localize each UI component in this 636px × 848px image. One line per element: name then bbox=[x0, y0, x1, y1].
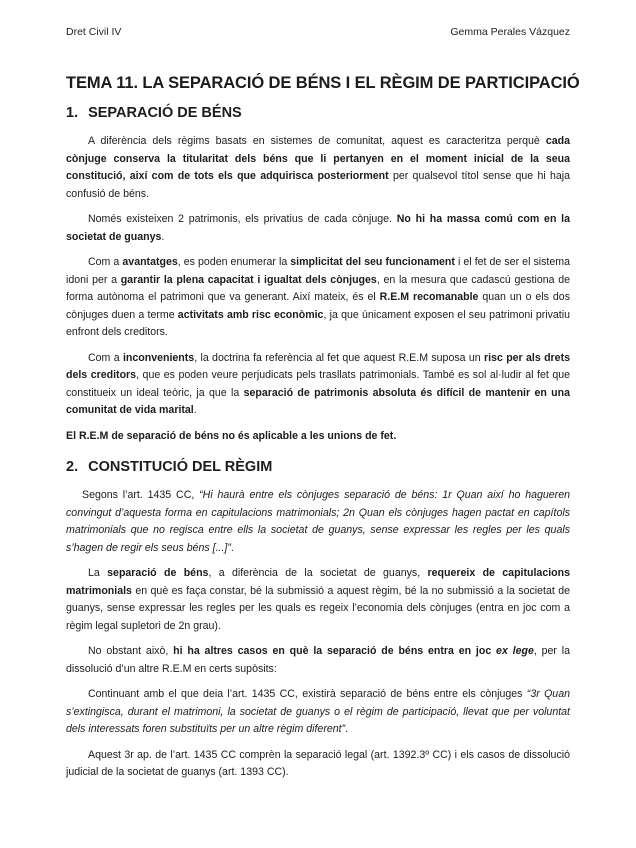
text-run: quan un o els dos cònjuges duen a terme bbox=[66, 291, 570, 321]
section-1-title: SEPARACIÓ DE BÉNS bbox=[88, 105, 242, 121]
section-2-title: CONSTITUCIÓ DEL RÈGIM bbox=[88, 459, 273, 475]
italic-text-run: “Hi haurà entre els cònjuges separació de béns: 1r Quan així ho hagueren convingut d’aquesta forma en capitulacions matrimonials; 2n Quan els cònjuges hagen pactat en capítols matrimonials que no regisca entre ells la societat de guanys, sense expressar les regles per les quals s’hagen de regir els seus béns [...]” bbox=[66, 489, 570, 554]
text-run: , en la mesura que cadascú gestiona de forma autònoma el patrimoni que va generant. Així mateix, és el bbox=[66, 273, 570, 303]
bold-text-run bbox=[496, 645, 534, 657]
header-author: Gemma Perales Vázquez bbox=[450, 26, 570, 38]
section-2-heading bbox=[66, 459, 570, 475]
bold-text-run: garantir la plena capacitat i igualtat dels cònjuges bbox=[120, 273, 377, 286]
bold-text-run: inconvenients bbox=[122, 351, 195, 364]
text-run: . bbox=[230, 541, 234, 554]
text-run: i el fet de ser el sistema idoni per a bbox=[66, 256, 570, 286]
paragraph bbox=[66, 487, 570, 557]
document-title: TEMA 11. LA SEPARACIÓ DE BÉNS I EL RÈGIM DE PARTICIPACIÓ bbox=[66, 74, 580, 92]
text-run: , ja que únicament exposen el seu patrimoni privatiu enfront dels creditors. bbox=[66, 308, 570, 338]
text-run: . bbox=[345, 723, 349, 735]
text-run: . bbox=[161, 230, 165, 243]
bold-text-run: simplicitat del seu funcionament bbox=[290, 256, 455, 268]
paragraph bbox=[66, 211, 570, 246]
text-run: en què es faça constar, bé la submissió a aquest règim, bé la no submissió a la societat de guanys, sense expressar les regles per les quals es regeix l’economia dels cònjuges (entra en joc com a règim legal supletori de 2n grau). bbox=[66, 584, 570, 632]
paragraph: Aquest 3r ap. de l’art. 1435 CC comprèn la separació legal (art. 1392.3º CC) i els casos de dissolució judicial de la societat de guanys (art. 1393 CC). bbox=[66, 748, 570, 778]
bold-text-run: avantatges bbox=[122, 256, 178, 268]
text-run: , es poden enumerar la bbox=[177, 256, 291, 268]
text-run: , la doctrina fa referència al fet que aquest R.E.M suposa un bbox=[194, 351, 484, 364]
bold-text-run: risc per als drets dels creditors bbox=[66, 351, 570, 381]
bold-text-run: separació de patrimonis absoluta és difícil de mantenir en una comunitat de vida marital bbox=[66, 386, 570, 416]
text-run: , que es poden veure perjudicats pels trasllats patrimonials. També es sol al·ludir al fet que constitueix un ideal teòric, ja que la bbox=[66, 369, 570, 399]
paragraph-note bbox=[66, 428, 570, 446]
text-run: A diferència dels règims basats en sistemes de comunitat, aquest es caracteritza perquè bbox=[88, 135, 546, 147]
bold-text-run: No hi ha massa comú com en la societat de guanys bbox=[66, 213, 570, 243]
text-run: per qualsevol títol sense que hi haja confusió de béns. bbox=[66, 170, 571, 200]
text-run: , per la dissolució d’un altre R.E.M en certs supòsits: bbox=[66, 645, 570, 675]
text-run: Segons l’art. 1435 CC, bbox=[82, 489, 200, 501]
paragraph bbox=[66, 133, 570, 203]
italic-text-run: “3r Quan s’extingisca, durant el matrimoni, la societat de guanys o el règim de participació, llevat que per voluntat dels interessats foren substituïts per un altre règim diferent” bbox=[66, 688, 570, 735]
header-course: Dret Civil IV bbox=[66, 26, 122, 38]
text-run: La bbox=[88, 567, 108, 579]
bold-text-run: requereix de capitulacions matrimonials bbox=[66, 567, 570, 597]
paragraph bbox=[66, 254, 570, 342]
bold-text-run: activitats amb risc econòmic bbox=[177, 308, 324, 321]
paragraph bbox=[66, 643, 570, 678]
note-text: El R.E.M de separació de béns no és aplicable a les unions de fet. bbox=[66, 429, 397, 442]
paragraph bbox=[66, 686, 570, 739]
text-run: Com a bbox=[88, 351, 123, 364]
text-run: Com a bbox=[88, 256, 123, 268]
text-run: ex lege bbox=[496, 645, 534, 657]
bold-text-run: R.E.M recomanable bbox=[379, 291, 479, 303]
text-run: Continuant amb el que deia l’art. 1435 CC, existirà separació de béns entre els cònjuges bbox=[88, 688, 527, 700]
text-run: . bbox=[193, 404, 197, 416]
bold-text-run: cada cònjuge conserva la titularitat dels béns que li pertanyen en el moment inicial de la seua constitució, així com de tots els que adquirisca posteriorment bbox=[66, 135, 570, 182]
section-1-number: 1. bbox=[66, 105, 79, 121]
text-run: Només existeixen 2 patrimonis, els privatius de cada cònjuge. bbox=[88, 213, 397, 225]
section-1-heading bbox=[66, 105, 570, 121]
section-2-number: 2. bbox=[66, 459, 79, 475]
page-header bbox=[66, 26, 570, 38]
text-run: No obstant això, bbox=[88, 645, 174, 657]
bold-text-run: hi ha altres casos en què la separació de béns entra en joc bbox=[173, 645, 497, 657]
bold-text-run: separació de béns bbox=[107, 567, 209, 579]
text-run: , a diferència de la societat de guanys, bbox=[208, 567, 428, 579]
paragraph bbox=[66, 565, 570, 635]
paragraph bbox=[66, 350, 570, 420]
